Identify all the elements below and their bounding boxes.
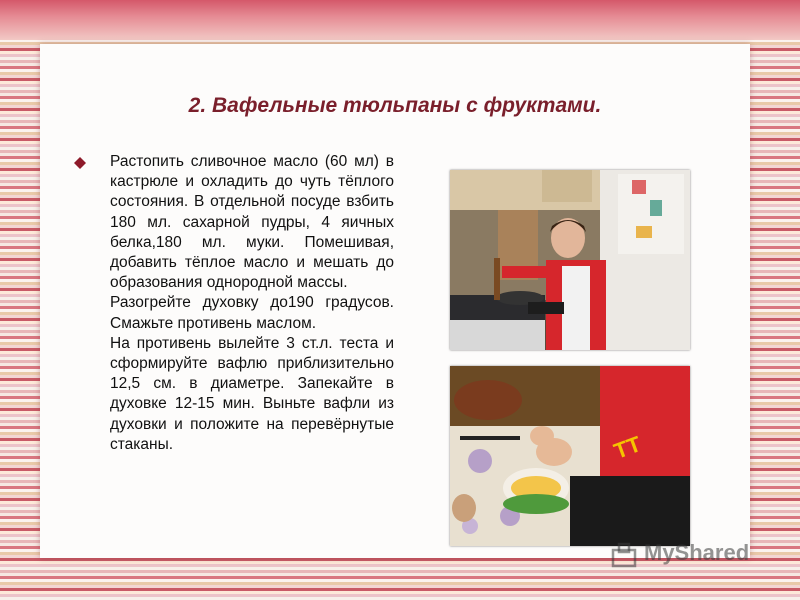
photo-separating-eggs [450,366,690,546]
myshared-watermark [610,540,770,570]
paragraph-baking: На противень вылейте 3 ст.л. теста и сформируйте вафлю приблизительно 12,5 см. в диаметре. Запекайте в духовке 12-15 мин. Выньте вафли из духовки и положите на перевёрнутые стаканы. [110,334,394,453]
diamond-bullet-icon [74,157,86,169]
paragraph-oven: Разогрейте духовку до190 градусов. Смажьте противень маслом. [110,294,394,332]
myshared-logo-icon [610,540,640,570]
photo-boy-at-stove [450,170,690,350]
slide [40,44,750,558]
paragraph-batter: Растопить сливочное масло (60 мл) в кастрюле и охладить до чуть тёплого состояния. В отдельной посуде взбить 180 мл. сахарной пудры, 4 яичных белка,180 мл. муки. Помешивая, добавить тёплое масло и мешать до образования однородной массы. [110,153,394,292]
slide-title: 2. Вафельные тюльпаны с фруктами. [188,94,602,117]
svg-text:TT: TT [610,431,645,464]
recipe-text [110,152,394,455]
top-stripe-band [0,0,800,40]
watermark-brand-text: MyShared [644,540,750,565]
